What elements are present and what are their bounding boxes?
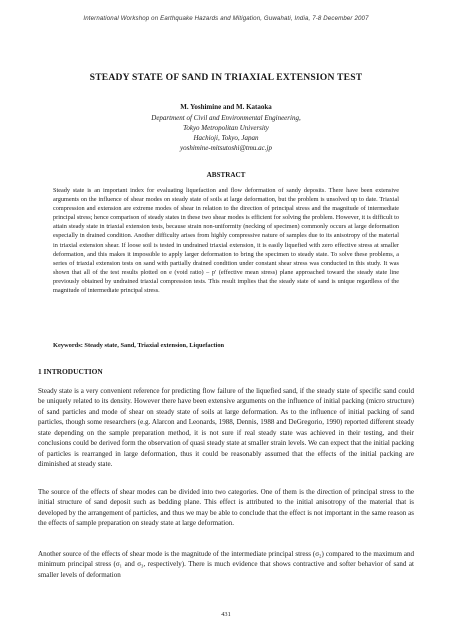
intro-paragraph-1: Steady state is a very convenient reference for predicting flow failure of the liquefied sand, if the steady state of specific sand could be uniquely related to its density. However there have been extensive arguments on the influence of initial packing (micro structure) of sand particles and mode of shear on steady state of soils at large deformation. As to the influence of initial packing of sand particles, though some researchers (e.g. Alarcon and Leonards, 1988, Dennis, 1988 and DeGregorio, 1990) reported different steady state depending on the sample preparation method, it is not sure if real steady state was achieved in their testing, and their conclusions could be derived form the observation of quasi steady state at smaller strain levels. We can expect that the initial packing of particles is rearranged in large deformation, thus it could be reasonably assumed that the effects of the initial packing are diminished at steady state. bbox=[38, 387, 414, 469]
section-heading-introduction: 1 INTRODUCTION bbox=[38, 367, 103, 376]
abstract-heading: ABSTRACT bbox=[206, 171, 246, 179]
abstract-text: Steady state is an important index for evaluating liquefaction and flow deformation of sandy deposits. There have been extensive arguments on the influence of shear modes on steady state of soils at large deformation, but the problem is unsolved up to date. Triaxial compression and extension are extreme modes of shear in relation to the direction of principal stress and the magnitude of intermediate principal stress; hence comparison of steady states in these two shear modes is efficient for solving the problem. However, it is difficult to attain steady state in triaxial extension tests, because strain non-uniformity (necking of specimen) commonly occurs at large deformation especially in drained condition. Another difficulty arises from highly compressive nature of samples due to its anisotropy of the material in triaxial extension shear. If loose soil is tested in undrained triaxial extension, it is easily liquefied with zero effective stress at smaller deformation, and this makes it impossible to apply larger deformation to bring the specimen to steady state. To solve these problems, a series of triaxial extension tests on sand with partially drained condition under constant shear stress was conducted in this study. It was shown that all of the test results plotted on e (void ratio) – p′ (effective mean stress) plane approached toward the steady state line previously obtained by undrained triaxial compression tests. This result implies that the steady state of sand is unique regardless of the magnitude of intermediate principal stress. bbox=[53, 187, 399, 295]
authors: M. Yoshimine and M. Kataoka bbox=[180, 103, 272, 111]
author-email: yoshimine-mitsutoshi@tmu.ac.jp bbox=[180, 144, 272, 152]
intro-paragraph-2: The source of the effects of shear modes can be divided into two categories. One of them is the direction of principal stress to the initial structure of sand deposit such as bedding plane. This effect is attributed to the initial anisotropy of the material that is developed by the arrangement of particles, and thus we may be able to conclude that the effect is not important in the same reason as the effects of sample preparation on steady state at large deformation. bbox=[38, 488, 414, 528]
running-head: International Workshop on Earthquake Hazards and Mitigation, Guwahati, India, 7-8 December 2007 bbox=[83, 15, 369, 22]
keywords: Keywords: Steady state, Sand, Triaxial extension, Liquefaction bbox=[53, 342, 225, 349]
intro-paragraph-3: Another source of the effects of shear mode is the magnitude of the intermediate principal stress (σ₂) compared to the maximum and minimum principal stress (σ₁ and σ₃, respectively). There is much evidence that shows contractive and softer behavior of sand at smaller levels of deformation bbox=[38, 550, 414, 579]
paper-title: STEADY STATE OF SAND IN TRIAXIAL EXTENSION TEST bbox=[89, 72, 363, 83]
affiliation-department: Department of Civil and Environmental Engineering, bbox=[151, 114, 301, 122]
affiliation-university: Tokyo Metropolitan University bbox=[183, 124, 269, 132]
affiliation-location: Hachioji, Tokyo, Japan bbox=[193, 134, 259, 142]
page-number: 431 bbox=[221, 611, 231, 618]
